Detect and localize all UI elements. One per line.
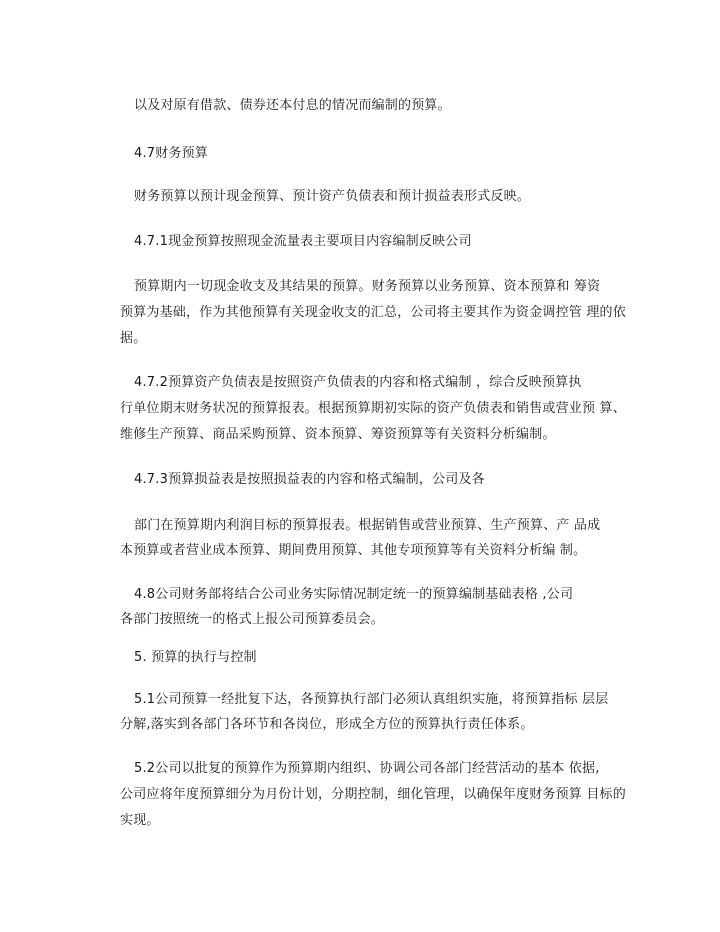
text-line: 预算期内一切现金收支及其结果的预算。财务预算以业务预算、资本预算和 筹资: [134, 279, 601, 294]
text-line: 分解,落实到各部门各环节和各岗位，形成全方位的预算执行责任体系。: [120, 717, 534, 732]
text-line: 5.2公司以批复的预算作为预算期内组织、协调公司各部门经营活动的基本 依据,: [134, 761, 600, 776]
section-heading: 4.7.1现金预算按照现金流量表主要项目内容编制反映公司: [134, 234, 472, 249]
section-heading: 4.7财务预算: [134, 146, 209, 161]
text-line: 据。: [120, 331, 147, 346]
text-line: 部门在预算期内利润目标的预算报表。根据销售或营业预算、生产预算、产 品成: [134, 518, 601, 533]
text-line: 5.1公司预算一经批复下达，各预算执行部门必须认真组织实施，将预算指标 层层: [134, 692, 609, 707]
section-heading: 4.7.3预算损益表是按照损益表的内容和格式编制，公司及各: [134, 472, 485, 487]
text-line: 预算为基础，作为其他预算有关现金收支的汇总，公司将主要其作为资金调控管 理的依: [120, 305, 626, 320]
text-line: 财务预算以预计现金预算、预计资产负债表和预计损益表形式反映。: [134, 189, 531, 204]
section-heading: 4.7.2预算资产负债表是按照资产负债表的内容和格式编制 ，综合反映预算执: [134, 375, 582, 390]
text-line: 本预算或者营业成本预算、期间费用预算、其他专项预算等有关资料分析编 制。: [120, 543, 587, 558]
text-line: 公司应将年度预算细分为月份计划，分期控制，细化管理，以确保年度财务预算 目标的: [120, 787, 626, 802]
section-heading: 5. 预算的执行与控制: [134, 650, 257, 665]
text-line: 以及对原有借款、债券还本付息的情况而编制的预算。: [134, 98, 451, 113]
text-line: 各部门按照统一的格式上报公司预算委员会。: [120, 612, 385, 627]
text-line: 行单位期末财务状况的预算报表。根据预算期初实际的资产负债表和销售或营业预 算、: [120, 401, 626, 416]
section-heading: 4.8公司财务部将结合公司业务实际情况制定统一的预算编制基础表格 ,公司: [134, 587, 574, 602]
text-line: 实现。: [120, 813, 160, 828]
text-line: 维修生产预算、商品采购预算、资本预算、筹资预算等有关资料分析编制。: [120, 427, 556, 442]
